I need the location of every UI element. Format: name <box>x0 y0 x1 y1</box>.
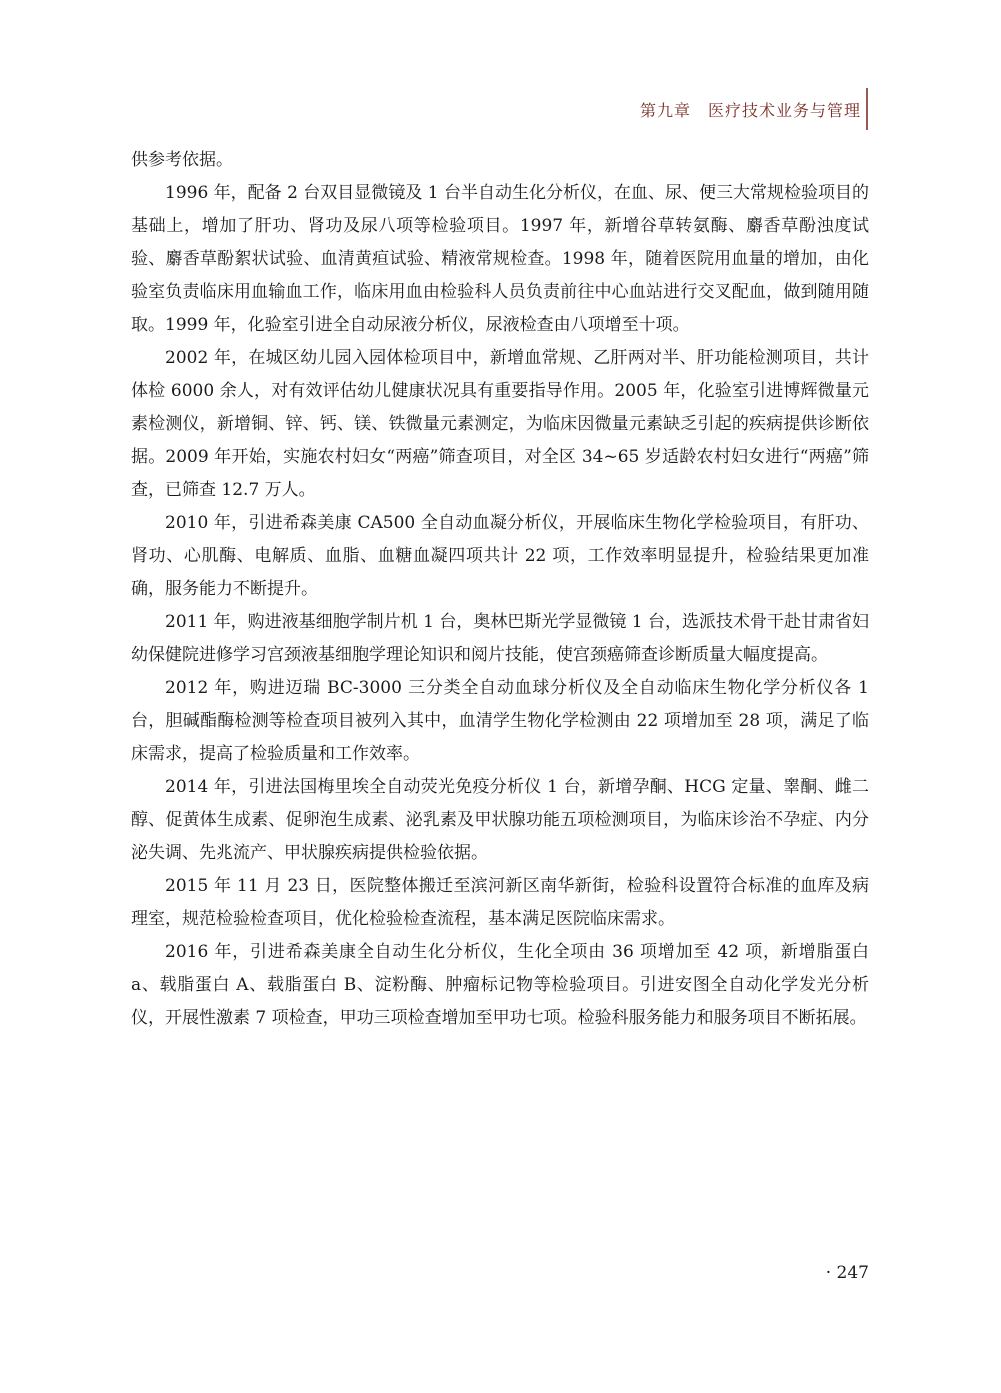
paragraph-2010: 2010 年，引进希森美康 CA500 全自动血凝分析仪，开展临床生物化学检验项目，有肝功、肾功、心肌酶、电解质、血脂、血糖血凝四项共计 22 项，工作效率明显提升，检验结果更加准确，服务能力不断提升。 <box>131 513 869 599</box>
running-header: 第九章 医疗技术业务与管理 <box>639 101 861 120</box>
paragraph-1996: 1996 年，配备 2 台双目显微镜及 1 台半自动生化分析仪，在血、尿、便三大常规检验项目的基础上，增加了肝功、肾功及尿八项等检验项目。1997 年，新增谷草转氨酶、麝香草酚浊度试验、麝香草酚絮状试验、血清黄疸试验、精液常规检查。1998 年，随着医院用血量的增加，由化验室负责临床用血输血工作，临床用血由检验科人员负责前往中心血站进行交叉配血，做到随用随取。1999 年，化验室引进全自动尿液分析仪，尿液检查由八项增至十项。 <box>131 183 869 335</box>
page-number: · 247 <box>825 1263 869 1283</box>
paragraph-2016: 2016 年，引进希森美康全自动生化分析仪，生化全项由 36 项增加至 42 项，新增脂蛋白 a、载脂蛋白 A、载脂蛋白 B、淀粉酶、肿瘤标记物等检验项目。引进安图全自动化学发光分析仪，开展性激素 7 项检查，甲功三项检查增加至甲功七项。检验科服务能力和服务项目不断拓展。 <box>131 942 869 1028</box>
paragraph-2012: 2012 年，购进迈瑞 BC-3000 三分类全自动血球分析仪及全自动临床生物化学分析仪各 1 台，胆碱酯酶检测等检查项目被列入其中，血清学生物化学检测由 22 项增加至 28 项，满足了临床需求，提高了检验质量和工作效率。 <box>131 678 869 764</box>
paragraph-2014: 2014 年，引进法国梅里埃全自动荧光免疫分析仪 1 台，新增孕酮、HCG 定量、睾酮、雌二醇、促黄体生成素、促卵泡生成素、泌乳素及甲状腺功能五项检测项目，为临床诊治不孕症、内分泌失调、先兆流产、甲状腺疾病提供检验依据。 <box>131 777 869 863</box>
header-vertical-rule <box>866 88 868 130</box>
paragraph-2015: 2015 年 11 月 23 日，医院整体搬迁至滨河新区南华新街，检验科设置符合标准的血库及病理室，规范检验检查项目，优化检验检查流程，基本满足医院临床需求。 <box>131 876 869 929</box>
paragraph-continuation: 供参考依据。 <box>131 150 233 170</box>
paragraph-2011: 2011 年，购进液基细胞学制片机 1 台，奥林巴斯光学显微镜 1 台，选派技术骨干赴甘肃省妇幼保健院进修学习宫颈液基细胞学理论知识和阅片技能，使宫颈癌筛查诊断质量大幅度提高。 <box>131 612 869 665</box>
body-text <box>131 144 869 1035</box>
paragraph-2002: 2002 年，在城区幼儿园入园体检项目中，新增血常规、乙肝两对半、肝功能检测项目，共计体检 6000 余人，对有效评估幼儿健康状况具有重要指导作用。2005 年，化验室引进博辉微量元素检测仪，新增铜、锌、钙、镁、铁微量元素测定，为临床因微量元素缺乏引起的疾病提供诊断依据。2009 年开始，实施农村妇女“两癌”筛查项目，对全区 34~65 岁适龄农村妇女进行“两癌”筛查，已筛查 12.7 万人。 <box>131 348 869 500</box>
